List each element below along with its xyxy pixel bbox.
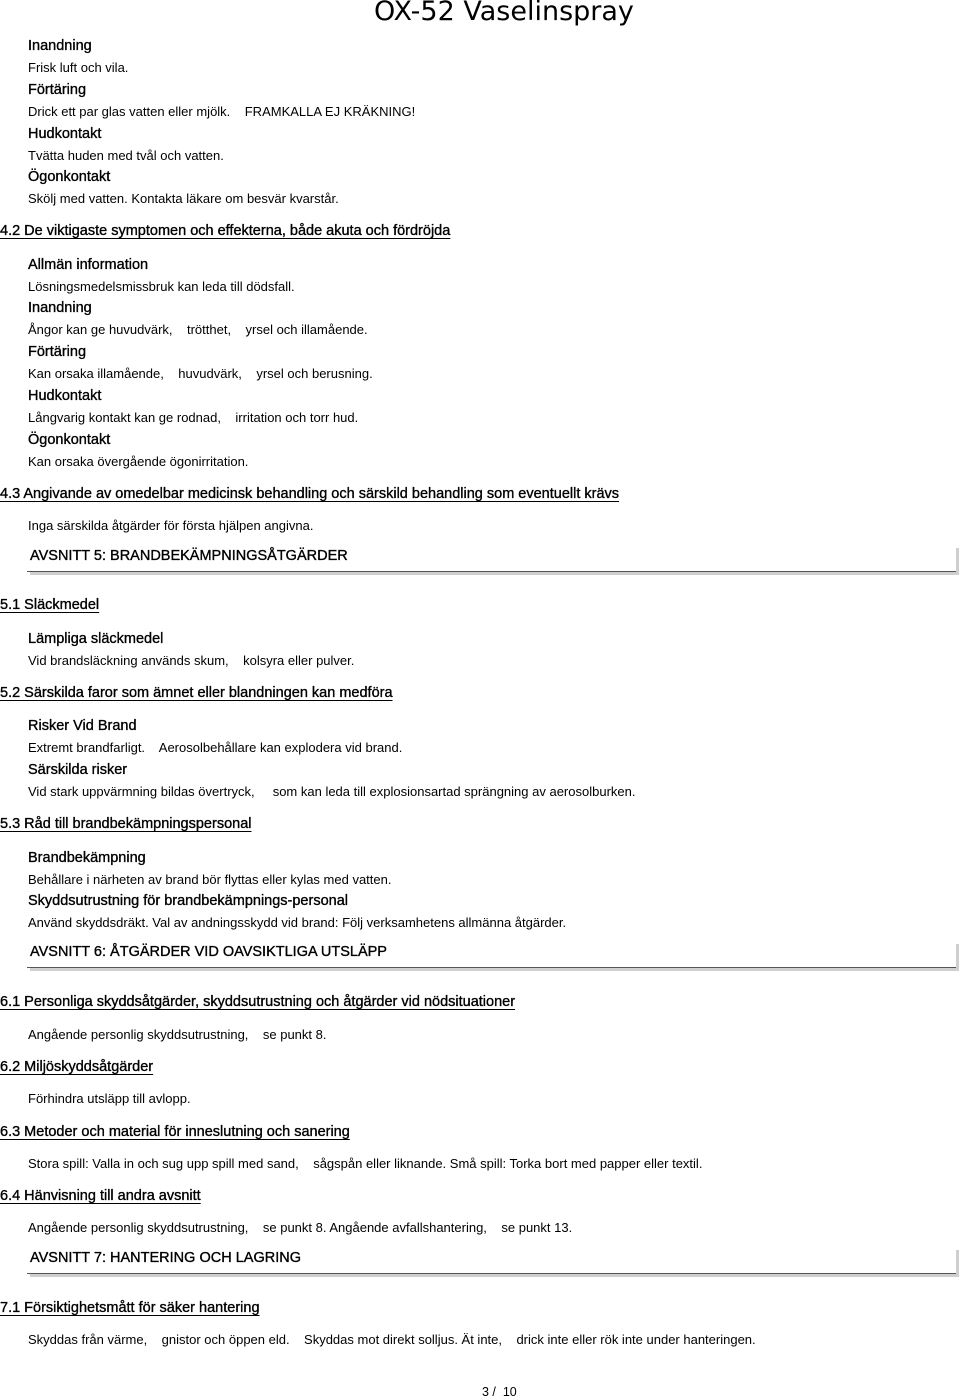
symptom-ingestion-heading: Förtäring [28,344,87,360]
section-6-title: AVSNITT 6: ÅTGÄRDER VID OAVSIKTLIGA UTSLÄPP [30,944,387,960]
heading-4-2: 4.2 De viktigaste symptomen och effekterna, både akuta och fördröjda [0,223,451,239]
subheading-5-2-fire-risk: Risker Vid Brand [28,718,137,734]
subheading-5-3-firefighting: Brandbekämpning [28,850,146,866]
text-5-3-firefighting: Behållare i närheten av brand bör flyttas eller kylas med vatten. [28,872,392,887]
section-5-header [27,545,956,572]
text-6-2: Förhindra utsläpp till avlopp. [28,1091,191,1106]
section-6-header [27,941,956,968]
text-5-1: Vid brandsläckning används skum, kolsyra eller pulver. [28,653,355,668]
section-5-title: AVSNITT 5: BRANDBEKÄMPNINGSÅTGÄRDER [30,548,348,564]
symptom-inhalation-heading: Inandning [28,300,92,316]
heading-6-4: 6.4 Hänvisning till andra avsnitt [0,1188,201,1204]
ingestion-heading: Förtäring [28,82,87,98]
eye-heading: Ögonkontakt [28,169,111,185]
heading-7-1: 7.1 Försiktighetsmått för säker hantering [0,1300,260,1316]
subheading-5-3-equipment: Skyddsutrustning för brandbekämpnings-personal [28,893,348,909]
skin-text: Tvätta huden med tvål och vatten. [28,148,224,163]
ingestion-text: Drick ett par glas vatten eller mjölk. FRAMKALLA EJ KRÄKNING! [28,104,416,119]
text-4-3: Inga särskilda åtgärder för första hjälpen angivna. [28,518,314,533]
inhalation-text: Frisk luft och vila. [28,60,129,75]
symptom-inhalation-text: Ångor kan ge huvudvärk, trötthet, yrsel och illamående. [28,322,368,337]
symptom-eye-text: Kan orsaka övergående ögonirritation. [28,454,249,469]
document-title: OX-52 Vaselinspray [374,0,634,27]
general-info-heading: Allmän information [28,257,149,273]
heading-5-2: 5.2 Särskilda faror som ämnet eller blandningen kan medföra [0,685,393,701]
page-number: 3 / 10 [482,1385,517,1399]
heading-5-3: 5.3 Råd till brandbekämpningspersonal [0,816,252,832]
section-7-header [27,1247,956,1274]
text-5-3-equipment: Använd skyddsdräkt. Val av andningsskydd vid brand: Följ verksamhetens allmänna åtgärder. [28,915,567,930]
heading-6-2: 6.2 Miljöskyddsåtgärder [0,1059,154,1075]
general-info-text: Lösningsmedelsmissbruk kan leda till dödsfall. [28,279,295,294]
subheading-5-2-special-risk: Särskilda risker [28,762,128,778]
section-7-title: AVSNITT 7: HANTERING OCH LAGRING [30,1250,301,1266]
text-6-4: Angående personlig skyddsutrustning, se punkt 8. Angående avfallshantering, se punkt 13. [28,1220,573,1235]
symptom-eye-heading: Ögonkontakt [28,432,111,448]
heading-5-1: 5.1 Släckmedel [0,597,100,613]
symptom-ingestion-text: Kan orsaka illamående, huvudvärk, yrsel och berusning. [28,366,373,381]
inhalation-heading: Inandning [28,38,92,54]
subheading-5-1: Lämpliga släckmedel [28,631,164,647]
symptom-skin-text: Långvarig kontakt kan ge rodnad, irritation och torr hud. [28,410,359,425]
text-5-2-special-risk: Vid stark uppvärmning bildas övertryck, som kan leda till explosionsartad sprängning av aerosolburken. [28,784,636,799]
text-6-3: Stora spill: Valla in och sug upp spill med sand, sågspån eller liknande. Små spill: Torka bort med papper eller textil. [28,1156,703,1171]
symptom-skin-heading: Hudkontakt [28,388,102,404]
heading-6-3: 6.3 Metoder och material för inneslutning och sanering [0,1124,350,1140]
skin-heading: Hudkontakt [28,126,102,142]
heading-6-1: 6.1 Personliga skyddsåtgärder, skyddsutrustning och åtgärder vid nödsituationer [0,994,516,1010]
text-6-1: Angående personlig skyddsutrustning, se punkt 8. [28,1027,327,1042]
text-5-2-fire-risk: Extremt brandfarligt. Aerosolbehållare kan explodera vid brand. [28,740,403,755]
heading-4-3: 4.3 Angivande av omedelbar medicinsk behandling och särskild behandling som eventuellt krävs [0,486,620,502]
eye-text: Skölj med vatten. Kontakta läkare om besvär kvarstår. [28,191,339,206]
text-7-1: Skyddas från värme, gnistor och öppen eld. Skyddas mot direkt solljus. Ät inte, drick inte eller rök inte under hanteringen. [28,1332,756,1347]
